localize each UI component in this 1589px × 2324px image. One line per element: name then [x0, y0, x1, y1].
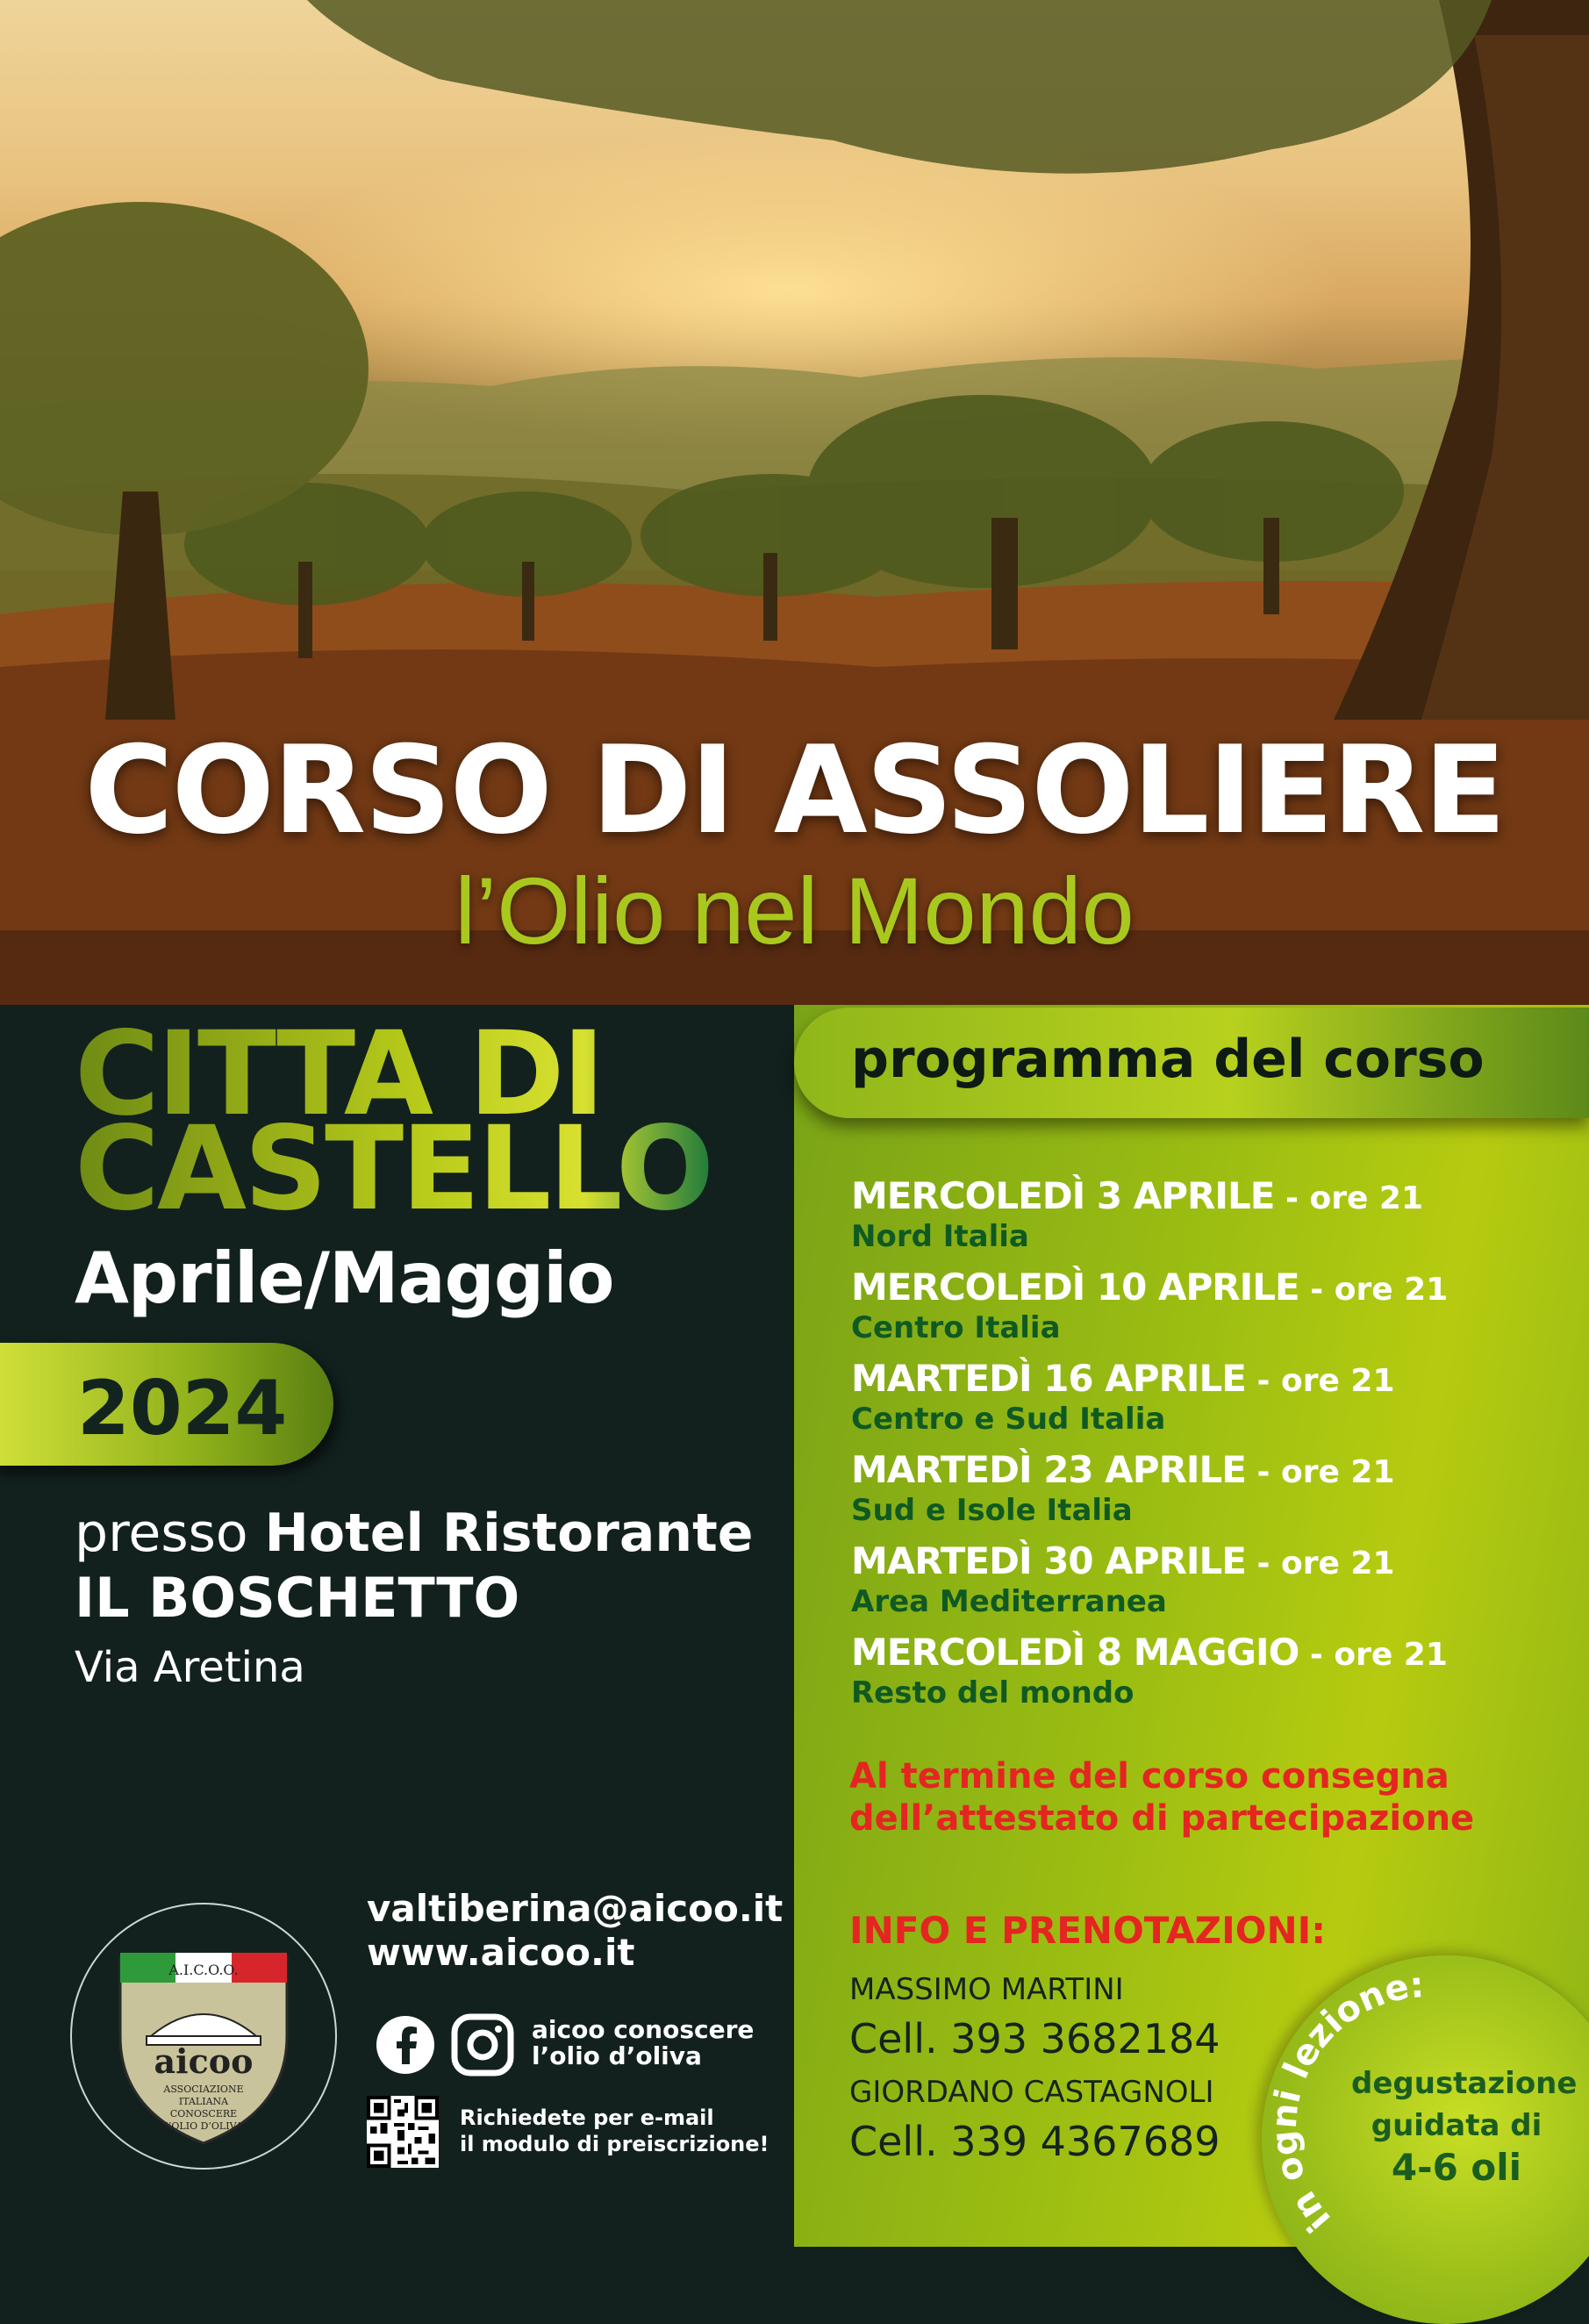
- svg-text:ITALIANA: ITALIANA: [178, 2096, 229, 2107]
- contact-phone-1[interactable]: Cell. 393 3682184: [849, 2015, 1220, 2062]
- venue-line-1: [75, 1503, 753, 1564]
- qr-instructions: Richiedete per e-mail il modulo di preiscrizione!: [460, 2105, 769, 2156]
- session-region: Nord Italia: [851, 1219, 1029, 1254]
- svg-text:in ogni lezione:: in ogni lezione:: [1263, 1965, 1426, 2240]
- facebook-icon: [376, 2016, 434, 2074]
- course-title: CORSO DI ASSOLIERE: [84, 720, 1505, 861]
- aicoo-shield-icon: [72, 1904, 335, 2168]
- svg-text:L’OLIO D’OLIVA: L’OLIO D’OLIVA: [164, 2120, 243, 2132]
- city-line-1: CITTÀ DI: [75, 1007, 603, 1142]
- course-subtitle: l’Olio nel Mondo: [455, 857, 1134, 964]
- venue-name-2: IL BOSCHETTO: [75, 1566, 520, 1630]
- session-region: Centro e Sud Italia: [851, 1402, 1166, 1437]
- contact-phone-2[interactable]: Cell. 339 4367689: [849, 2118, 1220, 2165]
- schedule-item: [851, 1541, 1553, 1619]
- contact-person-2: GIORDANO CASTAGNOLI: [849, 2075, 1214, 2110]
- aicoo-logo: [70, 1903, 337, 2170]
- schedule-item: [851, 1359, 1553, 1437]
- schedule-item: [851, 1632, 1553, 1711]
- venue-prefix: presso: [75, 1503, 248, 1564]
- session-region: Sud e Isole Italia: [851, 1493, 1133, 1528]
- social-icons: [376, 2010, 516, 2084]
- schedule-item: [851, 1176, 1553, 1254]
- session-date: MERCOLEDÌ 3 APRILE - ore 21: [851, 1174, 1424, 1217]
- contact-person-1: MASSIMO MARTINI: [849, 1972, 1124, 2007]
- session-region: Area Mediterranea: [851, 1584, 1167, 1619]
- city-line-2: CASTELLO: [75, 1101, 712, 1237]
- event-year: 2024: [77, 1365, 288, 1452]
- logo-top-label: A.I.C.O.O.: [168, 1962, 239, 1978]
- session-region: Resto del mondo: [851, 1675, 1134, 1711]
- svg-text:CONOSCERE: CONOSCERE: [169, 2108, 238, 2120]
- certificate-note: Al termine del corso consegna dell’attestato di partecipazione: [849, 1756, 1475, 1839]
- program-title: programma del corso: [851, 1029, 1485, 1090]
- session-date: MARTEDÌ 30 APRILE - ore 21: [851, 1539, 1395, 1582]
- contact-email[interactable]: valtiberina@aicoo.it: [367, 1887, 784, 1930]
- hero-photo: [0, 0, 1589, 1005]
- event-months: Aprile/Maggio: [75, 1237, 614, 1319]
- schedule-item: [851, 1450, 1553, 1528]
- session-date: MERCOLEDÌ 8 MAGGIO - ore 21: [851, 1631, 1448, 1674]
- venue-address: Via Aretina: [75, 1643, 305, 1692]
- svg-text:ASSOCIAZIONE: ASSOCIAZIONE: [163, 2084, 244, 2095]
- qr-code-icon[interactable]: [367, 2096, 439, 2168]
- instagram-icon: [455, 2017, 511, 2073]
- schedule-item: [851, 1267, 1553, 1345]
- info-heading: INFO E PRENOTAZIONI:: [849, 1909, 1327, 1952]
- badge-text: degustazione guidata di 4-6 oli: [1351, 2066, 1578, 2189]
- venue-name: Hotel Ristorante: [264, 1503, 754, 1564]
- social-handle: aicoo conoscere l’olio d’oliva: [532, 2015, 755, 2070]
- session-region: Centro Italia: [851, 1310, 1061, 1345]
- session-date: MERCOLEDÌ 10 APRILE - ore 21: [851, 1266, 1449, 1309]
- city-name: [75, 1007, 712, 1237]
- contacts: [367, 1887, 783, 1975]
- contact-website[interactable]: www.aicoo.it: [367, 1931, 635, 1974]
- session-date: MARTEDÌ 23 APRILE - ore 21: [851, 1448, 1395, 1491]
- logo-name: aicoo: [154, 2041, 254, 2081]
- session-date: MARTEDÌ 16 APRILE - ore 21: [851, 1357, 1395, 1400]
